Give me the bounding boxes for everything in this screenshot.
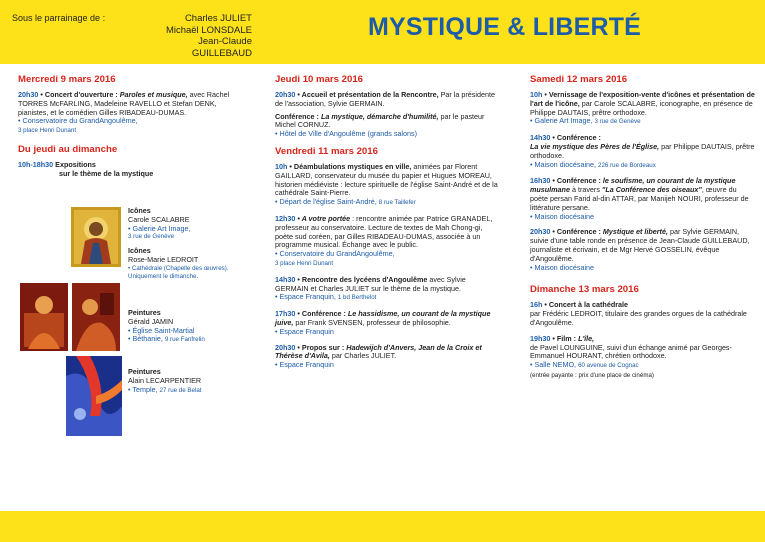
- exhibition-heading: Peintures: [128, 307, 161, 317]
- exhibition-location: • Béthanie,: [128, 334, 165, 344]
- event-location: • Conservatoire du GrandAngoulême,: [275, 249, 395, 259]
- event-title-text: Accueil et présentation de la Rencontre,: [301, 90, 439, 99]
- exhibition-artist: Gérald JAMIN: [128, 316, 174, 326]
- event-title-italic: le soufisme, un courant de la mystique musulmane: [530, 176, 736, 195]
- event-title: sur le thème de la mystique: [59, 168, 154, 178]
- event-title: • Vernissage de l'exposition-vente d'icônes et présentation de l'art de l'icône,: [530, 90, 755, 108]
- date-heading: Dimanche 13 mars 2016: [530, 284, 639, 296]
- event-title-italic: L'île,: [578, 333, 595, 343]
- event-title-text: A votre portée: [301, 213, 351, 223]
- exhibition-heading: Icônes: [128, 245, 151, 255]
- event-time: 20h30: [275, 90, 296, 99]
- exhibition-location: • Temple,: [128, 384, 160, 394]
- event-address: 226 rue de Bordeaux: [598, 161, 656, 169]
- event-description: par Charles JULIET.: [331, 351, 397, 361]
- event-title-text: Conférence :: [556, 133, 601, 143]
- exhibition-address: 3 rue de Genève: [128, 233, 175, 241]
- event-location: • Maison diocésaine: [530, 211, 595, 221]
- event-title: • Concert d'ouverture : Paroles et musique,: [40, 90, 188, 99]
- event-location: • Galerie Art Image,: [530, 116, 595, 126]
- event-description: animées par Florent GAILLARD, conservateur du musée du papier et Hugues MOREAU, historien médiéviste : lecture spirituelle de l'église Saint-André et de la cathédrale Saint-Pierre.: [275, 161, 498, 198]
- event-title: • A votre portée: [297, 213, 351, 223]
- event-title-text: Rencontre des lycéens d'Angoulême: [301, 274, 428, 284]
- event-time: 20h30: [275, 342, 296, 352]
- event-time: 10h: [275, 161, 288, 171]
- event-description: par Frank SVENSEN, professeur de philosophie.: [295, 317, 451, 327]
- event-address: 60 avenue de Cognac: [578, 362, 639, 370]
- event-title-italic: Paroles et musique,: [119, 90, 188, 99]
- exhibition-entry: [128, 309, 253, 345]
- exhibition-address: 27 rue de Belat: [159, 386, 202, 394]
- event-title: Expositions: [55, 159, 96, 169]
- event-location: • Départ de l'église Saint-André,: [275, 197, 379, 207]
- event-title-italic: Mystique et liberté,: [602, 227, 668, 237]
- icon-painting-image: [71, 207, 121, 267]
- patronage-label: Sous le parrainage de :: [12, 13, 106, 23]
- event-title: • Film :: [552, 333, 579, 343]
- event-location: • Espace Franquin,: [275, 292, 338, 302]
- painting-image: [72, 283, 120, 351]
- program-column-1: [18, 74, 248, 481]
- event-entry: [275, 91, 501, 109]
- date-heading: Samedi 12 mars 2016: [530, 74, 628, 85]
- event-title-italic: La vie mystique des Pères de l'Église,: [530, 141, 660, 151]
- event-time: 10h: [530, 90, 543, 99]
- event-entry: [275, 310, 501, 336]
- event-description: par Carole SCALABRE, iconographe, en présence de Philippe DAUTAIS, prêtre orthodoxe.: [530, 98, 753, 117]
- date-heading: Du jeudi au dimanche: [18, 143, 118, 155]
- exhibition-artist: Carole SCALABRE: [128, 214, 190, 224]
- exhibition-entry: [128, 207, 248, 242]
- exhibition-artist: Rose-Marie LEDROIT: [128, 254, 199, 264]
- exhibitions-block: [18, 161, 248, 481]
- painting-image: [20, 283, 68, 351]
- event-description: : rencontre animée par Patrice GRANADEL, professeur au conservatoire. Lecture de textes de Mah Chong-gi, poète sud coréen, par Gilles RIBADEAU-DUMAS, associée à un programme musical. Échange avec le public.: [275, 213, 493, 250]
- event-time: 12h30: [275, 213, 296, 223]
- header-band: [0, 0, 765, 64]
- exhibition-address: 9 rue Fanfrelin: [164, 336, 205, 344]
- event-location: • Espace Franquin: [275, 326, 334, 336]
- event-note: (entrée payante : prix d'une place de cinéma): [530, 371, 654, 379]
- event-entry: [530, 177, 756, 221]
- exhibition-artist: Alain LECARPENTIER: [128, 375, 202, 385]
- event-time: 20h30: [18, 90, 39, 99]
- patron-name: Charles JULIET: [184, 13, 252, 24]
- exhibition-heading: Peintures: [128, 366, 161, 376]
- patron-name: Michaël LONSDALE: [165, 24, 252, 36]
- event-description: avec Sylvie GERMAIN et Charles JULIET sur le thème de la mystique.: [275, 274, 466, 293]
- exhibition-entry: [128, 247, 253, 281]
- event-title: • Conférence :: [552, 133, 601, 143]
- event-time: 16h: [530, 300, 543, 310]
- program-column-3: [530, 74, 756, 388]
- event-entry: [275, 113, 501, 139]
- event-time: 17h30: [275, 309, 296, 319]
- event-title-text: Concert à la cathédrale: [548, 300, 629, 310]
- event-entry: [275, 344, 501, 370]
- event-description: par Sylvie GERMAIN, suivie d'une table ronde en présence de Jean-Claude GUILLEBAUD, journaliste et écrivain, et de Mgr Hervé GOSSELIN, évêque d'Angoulême.: [530, 227, 750, 263]
- event-address: 3 place Henri Dunant: [18, 127, 77, 135]
- footer-band: [0, 511, 765, 542]
- event-address: 3 rue de Genève: [594, 118, 641, 126]
- exhibition-entry: [128, 368, 253, 395]
- event-title-italic: Le hassidisme, un courant de la mystique juive,: [275, 309, 491, 327]
- event-description: de Pavel LOUNGUINE, suivi d'un échange animé par Georges-Emmanuel HOURANT, chrétien orthodoxe.: [530, 342, 732, 361]
- date-heading: Jeudi 10 mars 2016: [275, 74, 364, 85]
- patron-list: [150, 13, 252, 59]
- event-title: • Accueil et présentation de la Rencontre,: [297, 90, 439, 99]
- abstract-painting-image: [66, 356, 122, 436]
- date-heading: Mercredi 9 mars 2016: [18, 74, 116, 85]
- event-entry: [530, 228, 756, 272]
- event-address: 3 place Henri Dunant: [275, 259, 334, 267]
- event-entry: [275, 276, 501, 303]
- event-description: par Frédéric LEDROIT, titulaire des grandes orgues de la cathédrale d'Angoulême.: [530, 309, 747, 327]
- event-address: 8 rue Taillefer: [378, 199, 416, 207]
- exhibition-location: • Galerie Art Image,: [128, 223, 191, 233]
- event-title: • Concert à la cathédrale: [544, 300, 629, 310]
- event-title: • Conférence :: [297, 309, 348, 319]
- event-location: • Conservatoire du GrandAngoulême,: [18, 116, 138, 126]
- exhibition-location: • Église Saint-Martial: [128, 325, 195, 335]
- patron-name: Jean-Claude GUILLEBAUD: [191, 36, 252, 59]
- event-title: • Conférence :: [552, 176, 603, 186]
- event-address: 1 bd Berthelot: [337, 294, 377, 302]
- event-title-text: Film :: [556, 333, 579, 343]
- exhibition-location: • Cathédrale (Chapelle des œuvres). Uniquement le dimanche.: [128, 264, 229, 280]
- event-title-italic: "La Conférence des oiseaux": [601, 185, 702, 195]
- event-time: 14h30: [530, 133, 551, 143]
- event-title-italic: Hadewijch d'Anvers, Jean de la Croix et Thérèse d'Avila,: [275, 342, 482, 361]
- page-title: MYSTIQUE & LIBERTÉ: [368, 13, 642, 41]
- event-description: avec Rachel TORRES McFARLING, Madeleine RAVELLO et Stefan DENK, pianistes, et le comédien Gilles RIBADEAU-DUMAS.: [18, 90, 230, 117]
- event-title-text: Propos sur :: [301, 342, 347, 352]
- event-location: • Espace Franquin: [275, 360, 334, 370]
- date-heading: Vendredi 11 mars 2016: [275, 145, 378, 157]
- event-entry: [530, 134, 756, 170]
- program-column-2: [275, 74, 501, 377]
- event-time: 19h30: [530, 333, 551, 343]
- event-entry: [275, 215, 501, 269]
- event-title: • Déambulations mystiques en ville,: [289, 161, 412, 171]
- event-entry: [275, 163, 501, 208]
- event-entry: [530, 335, 756, 381]
- event-title: • Conférence :: [552, 227, 603, 237]
- event-entry: [530, 301, 756, 327]
- event-title-text: Vernissage de l'exposition-vente d'icônes et présentation de l'art de l'icône,: [530, 90, 755, 108]
- event-time: 20h30: [530, 227, 551, 237]
- event-location: • Salle NEMO,: [530, 360, 579, 370]
- event-time: 10h-18h30: [18, 159, 54, 169]
- event-title-text: Conférence :: [301, 309, 348, 319]
- event-description: par le pasteur Michel CORNUZ.: [275, 111, 485, 130]
- event-location: • Hôtel de Ville d'Angoulême (grands salons): [275, 129, 417, 139]
- event-description: Par la présidente de l'association, Sylvie GERMAIN.: [275, 90, 495, 108]
- event-description: à travers: [569, 185, 602, 195]
- event-description: , œuvre du poète persan Farid al-din ATTAR, par Manijeh NOURI, professeur de littérature persane.: [530, 185, 749, 212]
- event-time: 14h30: [275, 274, 296, 284]
- event-title-text: Déambulations mystiques en ville,: [293, 161, 412, 171]
- event-location: • Maison diocésaine,: [530, 159, 599, 169]
- event-title-text: Conférence :: [556, 227, 603, 237]
- event-title-text: Concert d'ouverture :: [44, 90, 120, 99]
- event-entry: [530, 91, 756, 127]
- event-location: • Maison diocésaine: [530, 262, 595, 272]
- event-entry: [18, 91, 248, 136]
- event-title-text: Conférence :: [556, 176, 603, 186]
- event-title-italic: La mystique, démarche d'humilité,: [320, 111, 439, 121]
- exhibition-heading: Icônes: [128, 205, 151, 215]
- event-description: par Philippe DAUTAIS, prêtre orthodoxe.: [530, 141, 755, 160]
- event-title: • Rencontre des lycéens d'Angoulême: [297, 274, 428, 284]
- event-time: 16h30: [530, 176, 551, 186]
- event-title: • Propos sur :: [297, 342, 347, 352]
- event-title: Conférence :: [275, 111, 321, 121]
